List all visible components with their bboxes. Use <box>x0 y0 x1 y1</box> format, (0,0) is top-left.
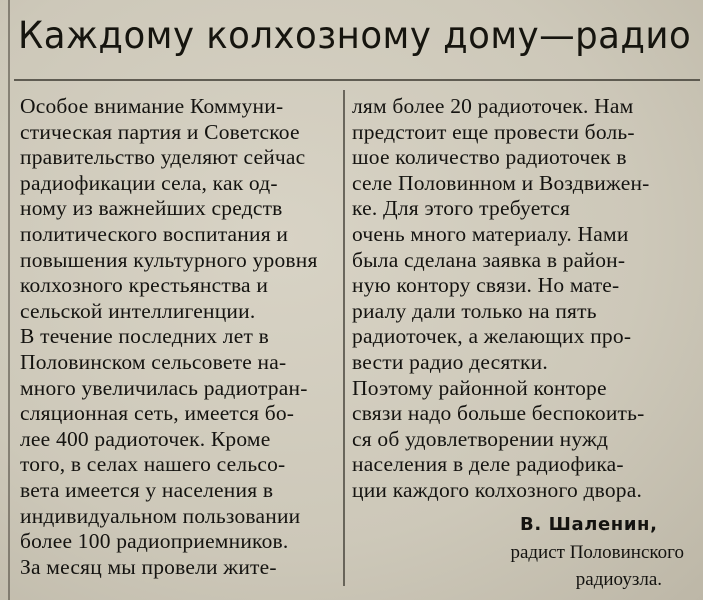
article-text-line: ке. Для этого требуется <box>352 196 571 221</box>
article-text-line: связи надо больше беспокоить- <box>352 401 645 426</box>
article-text-line: ную контору связи. Но мате- <box>352 273 620 298</box>
article-text-line: За месяц мы провели жите- <box>20 554 277 579</box>
article-text-line: В течение последних лет в <box>20 324 269 349</box>
article-text-line: селе Половинном и Воздвижен- <box>352 170 650 195</box>
article-text-line: много увеличилась радиотран- <box>20 375 308 400</box>
article-right-column <box>352 94 688 504</box>
article-text-line: ся об удовлетворении нужд <box>352 426 609 451</box>
article-text-line: сельской интеллигенции. <box>20 298 256 323</box>
article-headline: Каждому колхозному дому—радио <box>18 14 692 57</box>
article-text-line: лям более 20 радиоточек. Нам <box>352 94 634 118</box>
article-text-line: очень много материалу. Нами <box>352 221 629 246</box>
article-text-line: лее 400 радиоточек. Кроме <box>20 426 271 451</box>
article-text-line: Особое внимание Коммуни- <box>20 94 284 118</box>
article-text-line: стическая партия и Советское <box>20 119 300 144</box>
article-text-line: вести радио десятки. <box>352 349 548 374</box>
column-divider <box>343 90 345 586</box>
article-text-line: более 100 радиоприемников. <box>20 529 289 554</box>
author-role-line: радист Половинского <box>510 542 684 563</box>
article-text-line: предстоит еще провести боль- <box>352 119 635 144</box>
article-text-line: населения в деле радиофика- <box>352 452 624 477</box>
author-role-line: радиоузла. <box>575 569 662 590</box>
author-role <box>448 539 684 593</box>
article-text-line: вета имеется у населения в <box>20 477 274 502</box>
article-text-line: ции каждого колхозного двора. <box>352 477 643 502</box>
article-text-line: политического воспитания и <box>20 221 289 246</box>
article-text-line: была сделана заявка в район- <box>352 247 626 272</box>
article-text-line: шое количество радиоточек в <box>352 145 627 170</box>
article-text-line: правительство уделяют сейчас <box>20 145 306 170</box>
article-text-line: радиофикации села, как од- <box>20 170 278 195</box>
article-text-line: того, в селах нашего сельсо- <box>20 452 286 477</box>
article-text-line: повышения культурного уровня <box>20 247 318 272</box>
headline-rule <box>14 79 700 81</box>
article-text-line: Поэтому районной конторе <box>352 375 607 400</box>
article-text-line: сляционная сеть, имеется бо- <box>20 401 295 426</box>
article-left-column <box>20 94 338 580</box>
article-text-line: риалу дали только на пять <box>352 298 597 323</box>
article-text-line: радиоточек, а желающих про- <box>352 324 632 349</box>
author-name: В. Шаленин, <box>520 514 658 535</box>
article-text-line: ному из важнейших средств <box>20 196 283 221</box>
article-text-line: колхозного крестьянства и <box>20 273 269 298</box>
column-border-line <box>8 0 10 600</box>
article-text-line: индивидуальном пользовании <box>20 503 301 528</box>
article-text-line: Половинском сельсовете на- <box>20 349 287 374</box>
